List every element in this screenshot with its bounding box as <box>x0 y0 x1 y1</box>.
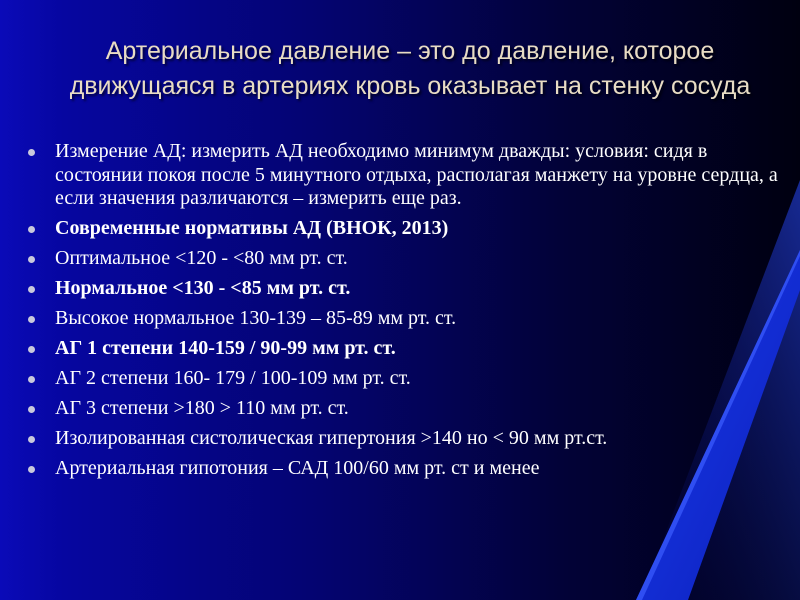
bullet-item <box>28 367 788 391</box>
bullet-dot-icon <box>28 436 35 443</box>
bullet-item <box>28 427 788 451</box>
bullet-text: Изолированная систолическая гипертония >140 но < 90 мм рт.ст. <box>55 427 608 449</box>
bullet-text: Артериальная гипотония – САД 100/60 мм рт. ст и менее <box>55 457 540 479</box>
bullet-item <box>28 457 788 481</box>
bullet-dot-icon <box>28 149 35 156</box>
bullet-item <box>28 277 788 301</box>
bullet-text: Нормальное <130 - <85 мм рт. ст. <box>55 277 351 299</box>
bullet-text: АГ 1 степени 140-159 / 90-99 мм рт. ст. <box>55 337 396 359</box>
slide-title: Артериальное давление – это до давление, которое движущаяся в артериях кровь оказывает на стенку сосуда <box>69 37 751 100</box>
bullet-dot-icon <box>28 466 35 473</box>
bullet-item <box>28 307 788 331</box>
bullet-text: Современные нормативы АД (ВНОК, 2013) <box>55 217 449 239</box>
bullet-dot-icon <box>28 286 35 293</box>
bullet-item <box>28 247 788 271</box>
bullet-item <box>28 337 788 361</box>
bullet-text: АГ 3 степени >180 > 110 мм рт. ст. <box>55 397 349 419</box>
bullet-dot-icon <box>28 376 35 383</box>
bullet-dot-icon <box>28 346 35 353</box>
bullet-dot-icon <box>28 406 35 413</box>
bullet-dot-icon <box>28 226 35 233</box>
bullet-text: Измерение АД: измерить АД необходимо минимум дважды: условия: сидя в состоянии покоя после 5 минутного отдыха, располагая манжету на уровне сердца, а если значения различаются – измерить еще раз. <box>55 140 778 209</box>
bullet-text: АГ 2 степени 160- 179 / 100-109 мм рт. ст. <box>55 367 411 389</box>
bullet-item <box>28 140 788 211</box>
bullet-text: Высокое нормальное 130-139 – 85-89 мм рт. ст. <box>55 307 457 329</box>
bullet-list <box>28 140 788 487</box>
bullet-dot-icon <box>28 316 35 323</box>
bullet-item <box>28 397 788 421</box>
bullet-dot-icon <box>28 256 35 263</box>
bullet-item <box>28 217 788 241</box>
bullet-text: Оптимальное <120 - <80 мм рт. ст. <box>55 247 348 269</box>
